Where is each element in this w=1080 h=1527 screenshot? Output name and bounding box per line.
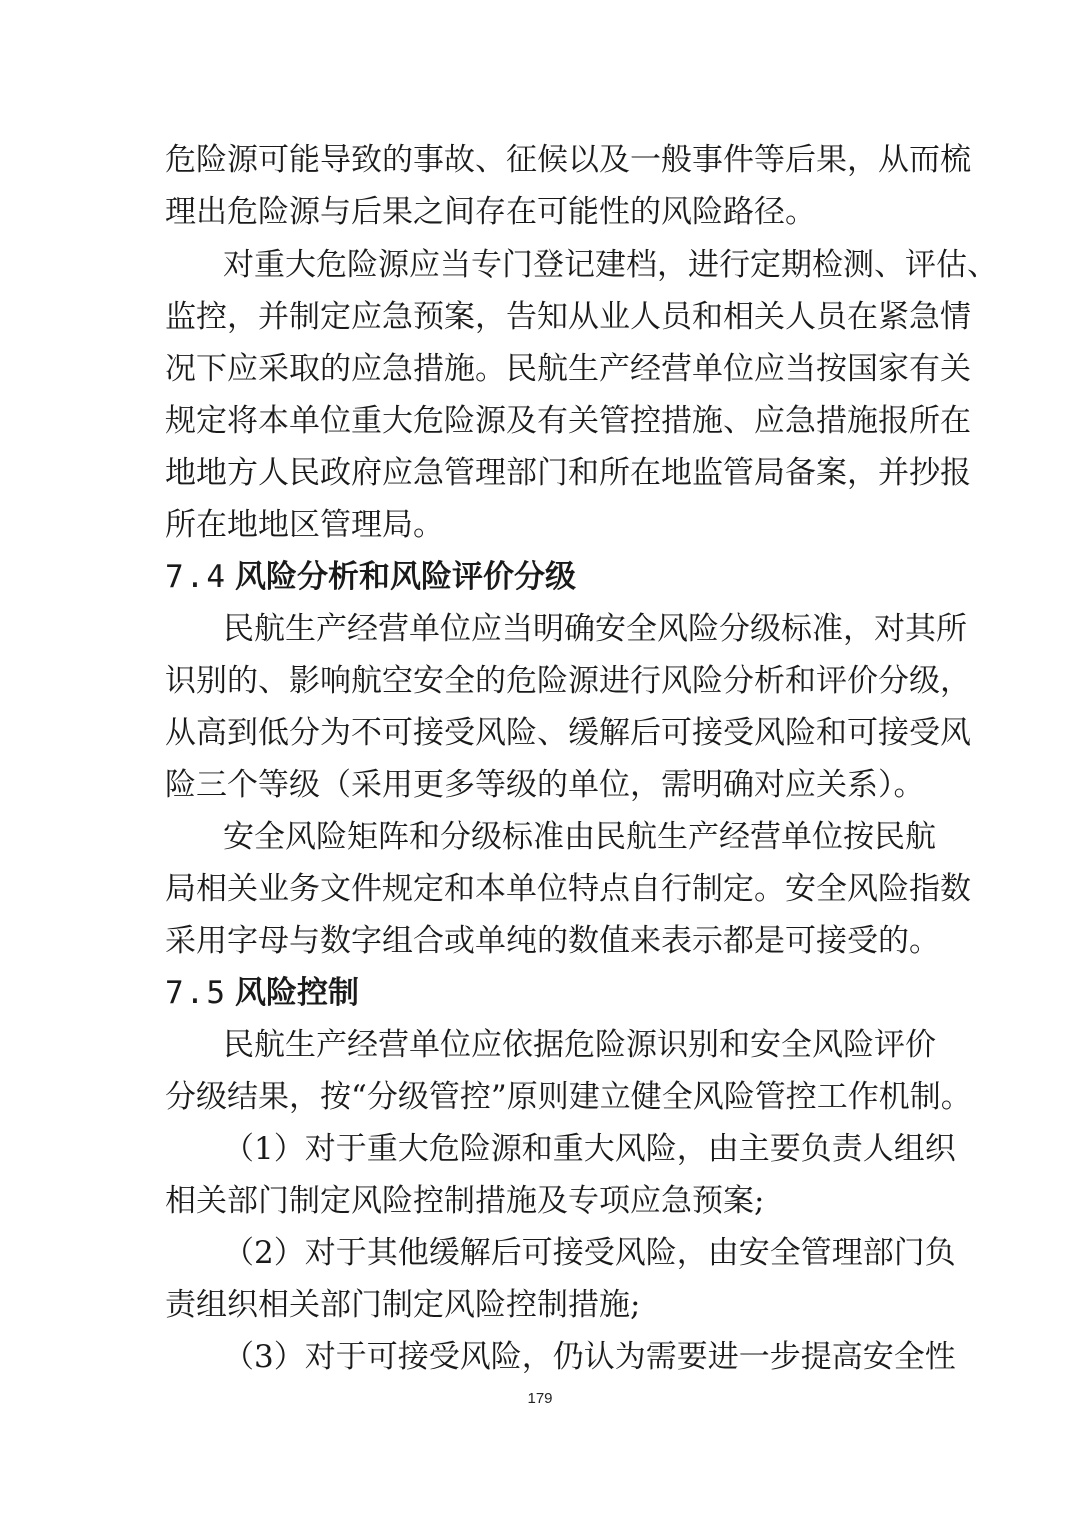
section-title: 风险控制 — [235, 975, 359, 1011]
text-line: 危险源可能导致的事故、征候以及一般事件等后果，从而梳 — [165, 142, 971, 178]
text-line: 险三个等级（采用更多等级的单位，需明确对应关系）。 — [165, 767, 925, 803]
section-number: 7.4 — [165, 559, 227, 595]
text-line: （3）对于可接受风险，仍认为需要进一步提高安全性 — [223, 1339, 956, 1375]
text-line: 采用字母与数字组合或单纯的数值来表示都是可接受的。 — [165, 923, 940, 959]
text-line: 对重大危险源应当专门登记建档，进行定期检测、评估、 — [223, 247, 998, 283]
text-line: 地地方人民政府应急管理部门和所在地监管局备案，并抄报 — [165, 455, 971, 491]
text-line: 况下应采取的应急措施。民航生产经营单位应当按国家有关 — [165, 351, 971, 387]
text-line: 安全风险矩阵和分级标准由民航生产经营单位按民航 — [223, 819, 936, 855]
section-number: 7.5 — [165, 975, 227, 1011]
text-line: 民航生产经营单位应依据危险源识别和安全风险评价 — [223, 1027, 936, 1063]
section-heading-7-4 — [165, 553, 576, 601]
text-line: （1）对于重大危险源和重大风险，由主要负责人组织 — [223, 1131, 956, 1167]
text-line: 规定将本单位重大危险源及有关管控措施、应急措施报所在 — [165, 403, 971, 439]
text-line: 监控，并制定应急预案，告知从业人员和相关人员在紧急情 — [165, 299, 971, 335]
text-line: 局相关业务文件规定和本单位特点自行制定。安全风险指数 — [165, 871, 971, 907]
text-line: 理出危险源与后果之间存在可能性的风险路径。 — [165, 194, 816, 230]
section-title: 风险分析和风险评价分级 — [235, 559, 576, 595]
text-line: （2）对于其他缓解后可接受风险，由安全管理部门负 — [223, 1235, 956, 1271]
text-line: 所在地地区管理局。 — [165, 507, 444, 543]
section-heading-7-5 — [165, 969, 359, 1017]
text-line: 识别的、影响航空安全的危险源进行风险分析和评价分级， — [165, 663, 971, 699]
text-line: 相关部门制定风险控制措施及专项应急预案; — [165, 1183, 765, 1219]
page-number: 179 — [527, 1390, 553, 1407]
text-line: 从高到低分为不可接受风险、缓解后可接受风险和可接受风 — [165, 715, 971, 751]
text-line: 民航生产经营单位应当明确安全风险分级标准，对其所 — [223, 611, 967, 647]
text-line: 责组织相关部门制定风险控制措施; — [165, 1287, 641, 1323]
text-line: 分级结果，按“分级管控”原则建立健全风险管控工作机制。 — [165, 1079, 972, 1115]
